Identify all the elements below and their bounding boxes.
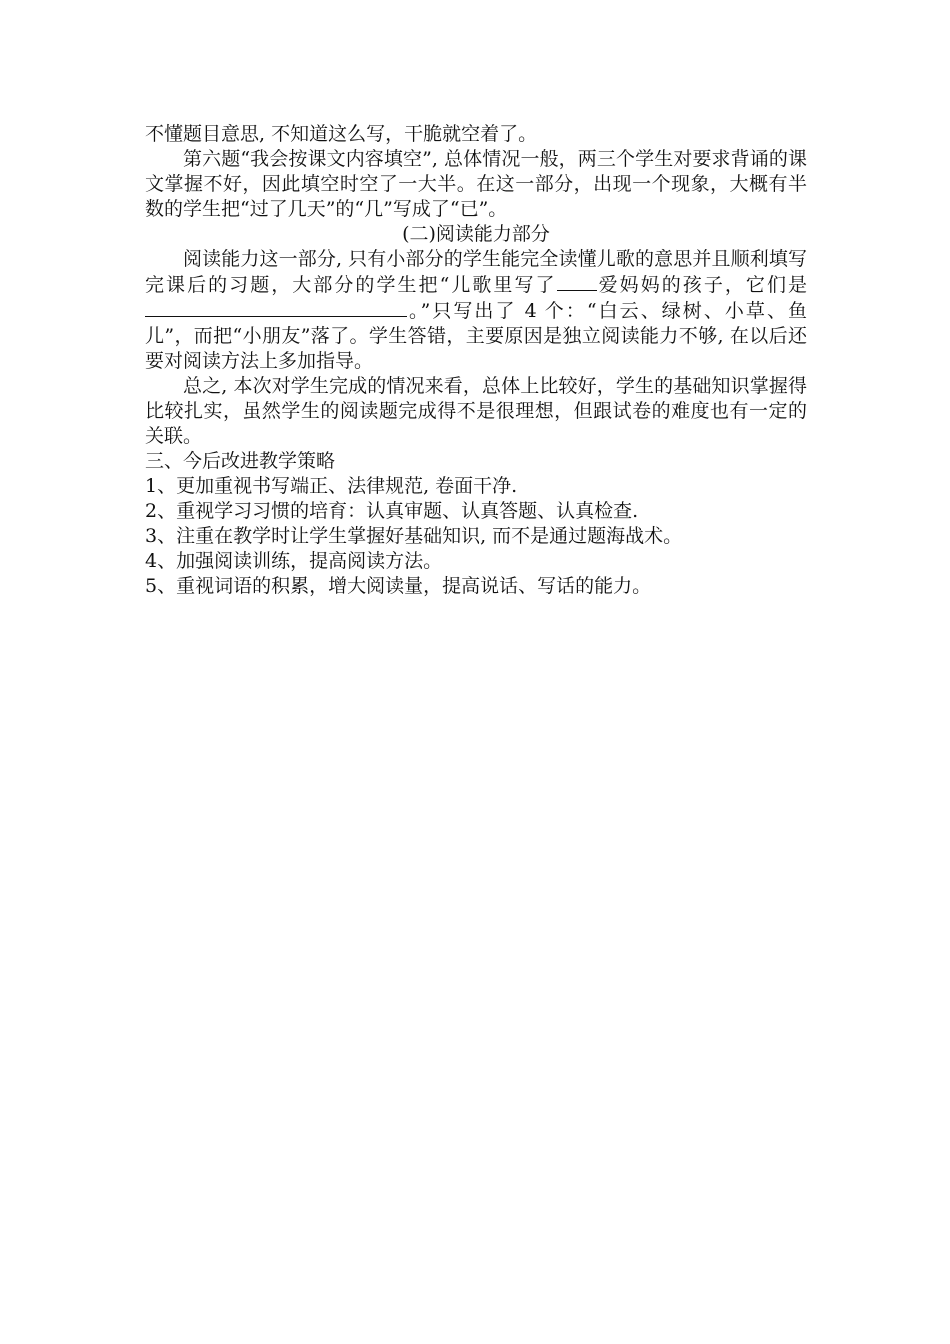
paragraph-question-six: 第六题“我会按课文内容填空”, 总体情况一般，两三个学生对要求背诵的课文掌握不好，因此填空时空了一大半。在这一部分，出现一个现象，大概有半数的学生把“过了几天”的“几”写成了“已”。 bbox=[145, 148, 807, 220]
reading-text-part1: 阅读能力这一部分, 只有小部分的学生能完全读懂儿歌的意思并且顺利填写完课后的习题，大部分的学生把“儿歌里写了 bbox=[145, 248, 807, 296]
reading-text-part3: 。”只写出了 4 个：“白云、绿树、小草、鱼儿”，而把“小朋友”落了。学生答错，主要原因是独立阅读能力不够, 在以后还要对阅读方法上多加指导。 bbox=[145, 300, 807, 372]
strategy-item: 5、重视词语的积累，增大阅读量，提高说话、写话的能力。 bbox=[145, 575, 652, 597]
strategy-item: 3、注重在教学时让学生掌握好基础知识, 而不是通过题海战术。 bbox=[145, 525, 683, 547]
section-heading-reading: (二)阅读能力部分 bbox=[402, 223, 550, 245]
strategy-item: 2、重视学习习惯的培育：认真审题、认真答题、认真检查. bbox=[145, 500, 639, 522]
strategy-item: 1、更加重视书写端正、法律规范, 卷面干净. bbox=[145, 475, 518, 497]
paragraph-summary: 总之, 本次对学生完成的情况来看，总体上比较好，学生的基础知识掌握得比较扎实，虽然学生的阅读题完成得不是很理想，但跟试卷的难度也有一定的关联。 bbox=[145, 375, 807, 447]
paragraph-reading-ability bbox=[145, 247, 807, 374]
document-body bbox=[145, 122, 807, 599]
section-heading-strategies: 三、今后改进教学策略 bbox=[145, 450, 336, 472]
strategy-item: 4、加强阅读训练，提高阅读方法。 bbox=[145, 550, 443, 572]
fill-blank-short bbox=[557, 272, 597, 291]
reading-text-part2: 爱妈妈的孩子，它们是 bbox=[596, 274, 807, 296]
paragraph-continuation: 不懂题目意思, 不知道这么写，干脆就空着了。 bbox=[145, 123, 538, 145]
fill-blank-long bbox=[145, 298, 407, 317]
